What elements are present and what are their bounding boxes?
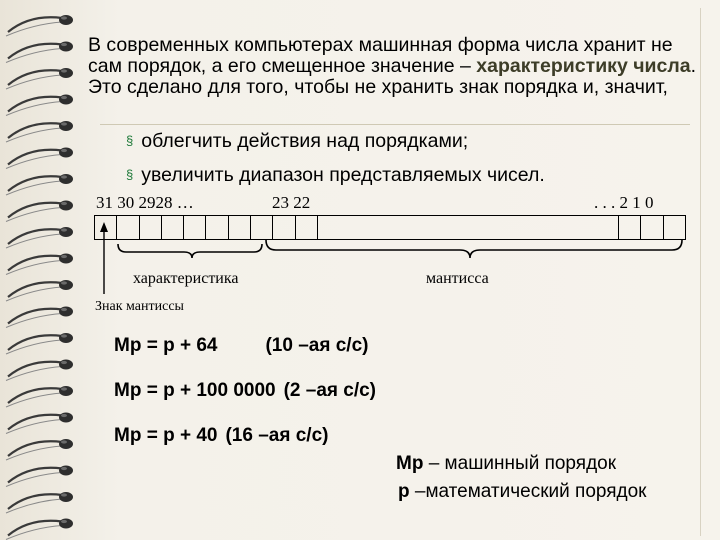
bit-numbers-left: 31 30 2928 … [96, 193, 194, 212]
formula-hex [114, 425, 328, 447]
intro-text-end: . Это сделано для того, чтобы не хранить знак порядка и, значит, [88, 55, 697, 98]
characteristic-brace [118, 244, 262, 258]
definition-p [398, 481, 647, 503]
highlight-term: характеристику числа [476, 55, 691, 77]
definition-mp-term: Mp [396, 453, 424, 474]
formula-decimal-note: (10 –ая с/с) [265, 335, 369, 356]
characteristic-label: характеристика [133, 270, 239, 287]
intro-text-start: В современных компьютерах машинная форма числа хранит не сам порядок, а его смещенное значение – [88, 34, 673, 77]
formula-hex-expr: Mp = p + 40 [114, 425, 218, 446]
bullet-text-2: увеличить диапазон представляемых чисел. [141, 164, 545, 186]
formula-binary-note: (2 –ая с/с) [283, 380, 377, 401]
definition-p-text: –математический порядок [409, 481, 647, 502]
square-bullet-icon: § [126, 167, 134, 182]
formula-decimal [114, 335, 368, 357]
arrow-head [100, 222, 108, 232]
definition-mp-text: – машинный порядок [423, 453, 617, 474]
formula-hex-note: (16 –ая с/с) [225, 425, 329, 446]
formula-binary [114, 380, 376, 402]
bit-numbers-right: . . . 2 1 0 [594, 193, 654, 212]
sign-label: Знак мантиссы [95, 299, 184, 314]
mantissa-label: мантисса [426, 270, 489, 287]
mantissa-brace [266, 240, 682, 258]
definition-mp [396, 453, 616, 475]
formula-decimal-expr: Mp = p + 64 [114, 335, 218, 356]
formula-binary-expr: Mp = p + 100 0000 [114, 380, 276, 401]
bullet-text-1: облегчить действия над порядками; [141, 130, 469, 152]
square-bullet-icon: § [126, 133, 134, 148]
bit-numbers-middle: 23 22 [272, 193, 311, 212]
definition-p-term: p [398, 481, 410, 502]
